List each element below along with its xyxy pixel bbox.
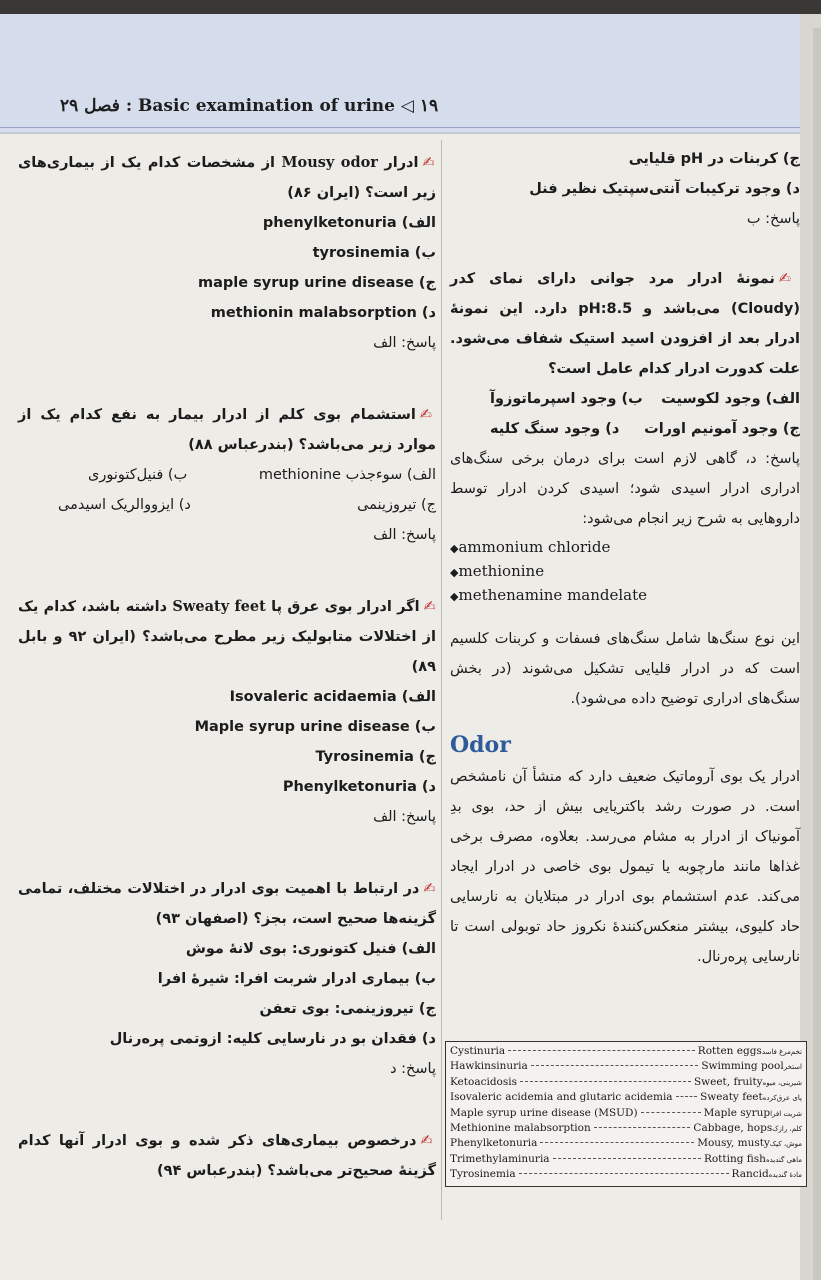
option: ج) تیروزینمی (357, 497, 436, 513)
table-row: Ketoacidosis Sweet, fruityشیرینی، میوه (450, 1075, 802, 1088)
chapter-title: فصل ۲۹ : Basic examination of urine ◁ ۱۹ (60, 96, 439, 116)
odor-table (445, 1041, 807, 1187)
page-top-shadow (0, 0, 821, 14)
list-item: ◆ methionine (450, 560, 800, 584)
option: ج) maple syrup urine disease (198, 275, 436, 291)
answer: پاسخ: الف (373, 527, 436, 543)
option-row (450, 384, 800, 414)
option: ج) کربنات در pH قلیایی (628, 151, 800, 167)
pen-icon: ✍ (419, 407, 436, 423)
header-rule (0, 127, 800, 128)
option: الف) Isovaleric acidaemia (229, 689, 436, 705)
column-divider (441, 140, 442, 1220)
pen-icon: ✍ (420, 1133, 436, 1149)
option: ج) وجود آمونیم اورات (644, 421, 800, 437)
option: د) وجود سنگ کلیه (490, 421, 620, 437)
answer: پاسخ: د (390, 1061, 436, 1077)
answer: پاسخ: الف (373, 335, 436, 351)
option: ب) بیماری ادرار شربت افرا: شیرهٔ افرا (157, 971, 436, 987)
question-diseases-odor: ✍درخصوص بیماری‌های ذکر شده و بوی ادرار آنها کدام گزینهٔ صحیح‌تر می‌باشد؟ (بندرعباس ۹۴) (18, 1133, 436, 1179)
table-row: Hawkinsinuria Swimming poolاستخر (450, 1060, 802, 1073)
option-row (18, 460, 436, 490)
question-cabbage-odor: ✍استشمام بوی کلم از ادرار بیمار به نفع کدام یک از موارد زیر می‌باشد؟ (بندرعباس ۸۸) (18, 407, 436, 453)
page-header (0, 14, 800, 134)
odor-paragraph: ادرار یک بوی آروماتیک ضعیف دارد که منشأ آن نامشخص است. در صورت رشد باکتریایی بیش از حد، بوی بدِ آمونیاک از ادرار به مشام می‌رسد. بعلاوه، مصرف برخی غذاها مانند مارچوبه یا تیمول بوی خاصی در ادرار ایجاد می‌کند. عدم استشمام بوی ادرار در مبتلایان به نارسایی حاد کلیوی، بیشتر منعکس‌کنندهٔ نکروز حاد توبولی است تا نارسایی پره‌رنال. (450, 769, 800, 965)
option: ب) فنیل‌کتونوری (88, 467, 188, 483)
table-row: Isovaleric acidemia and glutaric acidemia Sweaty feetپای عرق‌کرده (450, 1091, 802, 1104)
table-row: Tyrosinemia Rancidمادهٔ گندیده (450, 1168, 802, 1181)
option: ب) Maple syrup urine disease (194, 719, 436, 735)
pen-icon: ✍ (422, 155, 437, 171)
option: الف) وجود لکوسیت (661, 391, 800, 407)
option: ب) وجود اسپرماتوزوآ (490, 391, 643, 407)
option: د) فقدان بو در نارسایی کلیه: ازوتمی پره‌رنال (109, 1031, 436, 1047)
table-row: Trimethylaminuria Rotting fishماهی گندیده (450, 1152, 802, 1165)
table-row: Maple syrup urine disease (MSUD) Maple syrupشربت افرا (450, 1106, 802, 1119)
option: ج) تیروزینمی: بوی تعفن (259, 1001, 436, 1017)
option: ب) tyrosinemia (312, 245, 436, 261)
question-sweaty-feet: ✍اگر ادرار بوی عرق پا Sweaty feet داشته باشد، کدام یک از اختلالات متابولیک زیر مطرح می‌باشد؟ (ایران ۹۲ و بابل ۸۹) (18, 598, 437, 675)
table-row: Methionine malabsorption Cabbage, hopsکلم، رازک (450, 1121, 802, 1134)
right-column (450, 144, 800, 972)
answer: پاسخ: ب (746, 211, 800, 227)
drug-list (450, 536, 800, 608)
answer: پاسخ: الف (373, 809, 436, 825)
option: الف) فنیل کتونوری: بوی لانهٔ موش (185, 941, 436, 957)
option-row (450, 414, 800, 444)
stones-note: این نوع سنگ‌ها شامل سنگ‌های فسفات و کربنات کلسیم است که در ادرار قلیایی تشکیل می‌شوند (در بخش سنگ‌های ادراری توضیح داده می‌شود). (450, 631, 800, 707)
section-heading-odor: Odor (450, 732, 511, 758)
list-item: ◆ methenamine mandelate (450, 584, 800, 608)
option: د) methionin malabsorption (210, 305, 436, 321)
pen-icon: ✍ (423, 599, 437, 615)
table-row: Phenylketonuria Mousy, mustyموش، کپک (450, 1137, 802, 1150)
option: د) Phenylketonuria (282, 779, 436, 795)
pen-icon: ✍ (778, 271, 801, 287)
option: الف) phenylketonuria (262, 215, 436, 231)
option-row (18, 490, 436, 520)
option: د) وجود ترکیبات آنتی‌سپتیک نظیر فنل (529, 181, 800, 197)
question-odor-importance: ✍در ارتباط با اهمیت بوی ادرار در اختلالات مختلف، تمامی گزینه‌ها صحیح است، بجز؟ (اصفهان ۹۳) (18, 881, 437, 927)
pen-icon: ✍ (423, 881, 437, 897)
left-column (18, 148, 436, 1186)
list-item: ◆ ammonium chloride (450, 536, 800, 560)
question-cloudy-urine: ✍نمونهٔ ادرار مرد جوانی دارای نمای کدر (Cloudy) می‌باشد و pH:8.5 دارد. این نمونهٔ ادرار بعد از افزودن اسید استیک شفاف می‌شود. علت کدورت ادرار کدام عامل است؟ (450, 271, 801, 377)
answer: پاسخ: د، گاهی لازم است برای درمان برخی سنگ‌های ادراری ادرار اسیدی شود؛ اسیدی کردن ادرار توسط داروهایی به شرح زیر انجام می‌شود: (450, 451, 800, 527)
option: د) ایزووالریک اسیدمی (58, 497, 191, 513)
option: الف) سوءجذب methionine (258, 467, 436, 483)
table-row: Cystinuria Rotten eggsتخم‌مرغ فاسد (450, 1045, 802, 1057)
question-mousy-odor: ✍ادرار Mousy odor از مشخصات کدام یک از بیماری‌های زیر است؟ (ایران ۸۶) (18, 154, 437, 201)
option: ج) Tyrosinemia (315, 749, 436, 765)
